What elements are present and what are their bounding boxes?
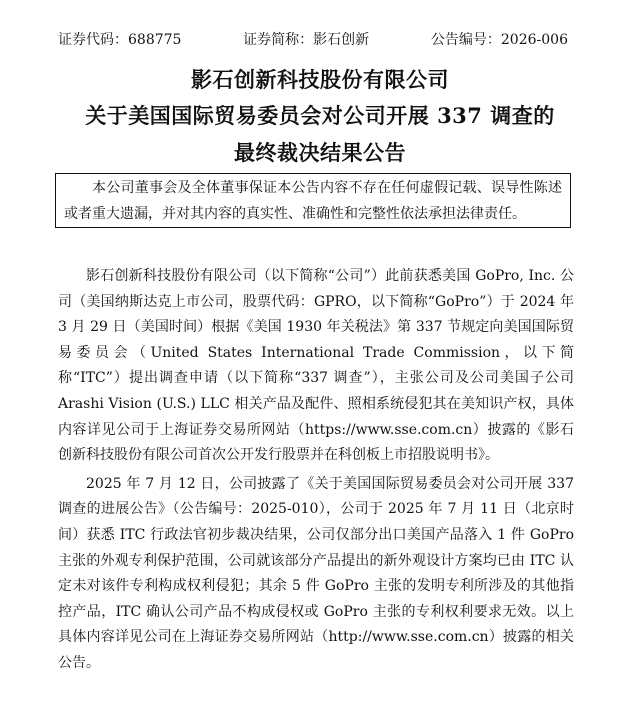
stock-abbreviation: 证券简称：影石创新 (243, 32, 370, 48)
header-meta-row (58, 30, 568, 50)
body-paragraph-2: 2025 年 7 月 12 日，公司披露了《关于美国国际贸易委员会对公司开展 337 调查的进展公告》（公告编号：2025-010），公司于 2025 年 7 月 11 日（北京时间）获悉 ITC 行政法官初步裁决结果，公司仅部分出口美国产品落入 1 件 GoPro 主张的外观专利保护范围，公司就该部分产品提出的新外观设计方案均已由 ITC 认定未对该件专利构成权利侵犯；其余 5 件 GoPro 主张的发明专利所涉及的其他指控产品，ITC 确认公司产品不构成侵权或 GoPro 主张的专利权利要求无效。以上具体内容详见公司在上海证券交易所网站（http://www.sse.com.cn）披露的相关公告。 (58, 475, 574, 671)
announcement-title-line-3: 最终裁决结果公告 (234, 140, 406, 165)
announcement-number: 公告编号：2026-006 (430, 32, 568, 48)
notice-text: 本公司董事会及全体董事保证本公告内容不存在任何虚假记载、误导性陈述或者重大遗漏，并对其内容的真实性、准确性和完整性依法承担法律责任。 (64, 180, 562, 222)
board-guarantee-notice (55, 173, 571, 228)
announcement-title-line-2: 关于美国国际贸易委员会对公司开展 337 调查的 (85, 103, 555, 128)
body-paragraph-1: 影石创新科技股份有限公司（以下简称“公司”）此前获悉美国 GoPro, Inc. 公司（美国纳斯达克上市公司，股票代码：GPRO，以下简称“GoPro”）于 2024 年 3 月 29 日（美国时间）根据《美国 1930 年关税法》第 337 节规定向美国国际贸易委员会（United States International Trade Commission，以下简称“ITC”）提出调查申请（以下简称“337 调查”），主张公司及公司美国子公司 Arashi Vision (U.S.) LLC 相关产品及配件、照相系统侵犯其在美知识产权，具体内容详见公司于上海证券交易所网站（https://www.sse.com.cn）披露的《影石创新科技股份有限公司首次公开发行股票并在科创板上市招股说明书》。 (58, 268, 574, 464)
stock-code: 证券代码：688775 (58, 32, 182, 48)
announcement-body (58, 264, 574, 680)
company-title: 影石创新科技股份有限公司 (191, 67, 449, 92)
